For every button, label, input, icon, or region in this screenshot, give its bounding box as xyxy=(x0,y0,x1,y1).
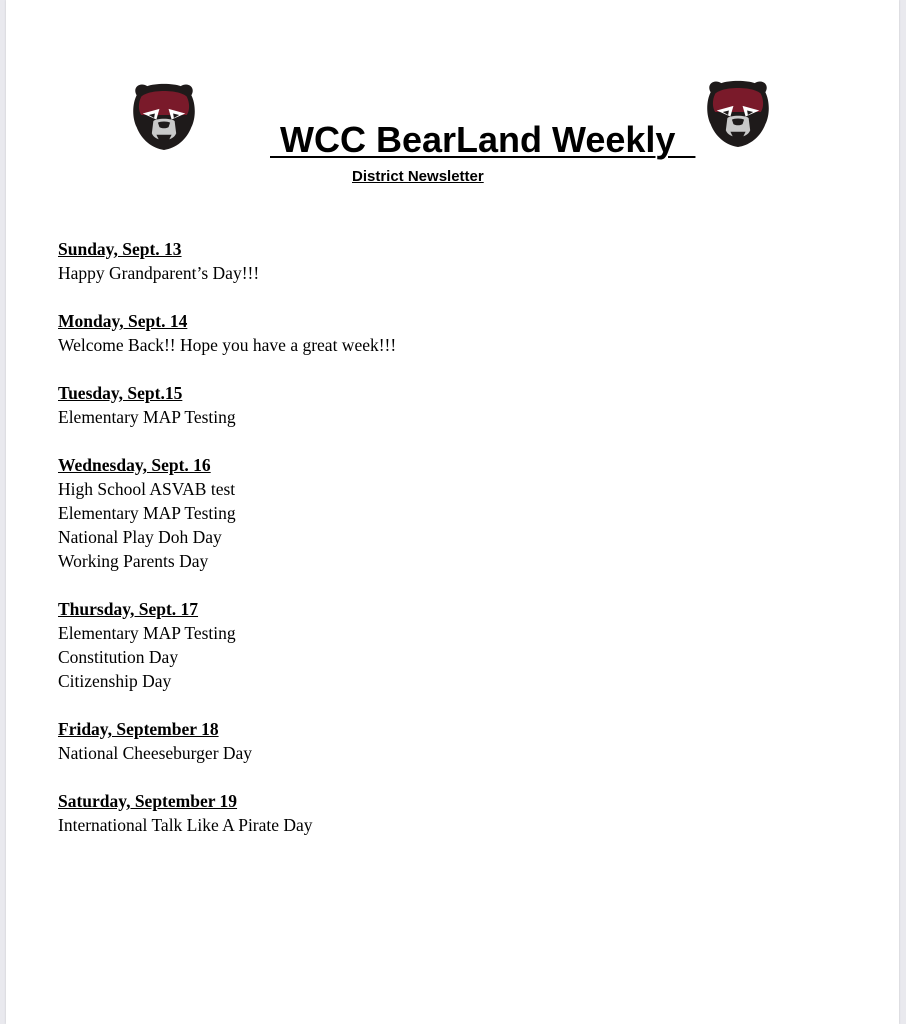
day-entry xyxy=(58,453,758,573)
event-line: International Talk Like A Pirate Day xyxy=(58,815,313,835)
newsletter-title: WCC BearLand Weekly xyxy=(270,119,696,160)
event-line: Elementary MAP Testing xyxy=(58,407,236,427)
event-line: Constitution Day xyxy=(58,647,179,667)
day-entry xyxy=(58,237,758,285)
event-line: Citizenship Day xyxy=(58,671,172,691)
day-heading: Tuesday, Sept.15 xyxy=(58,383,183,403)
event-line: Happy Grandparent’s Day!!! xyxy=(58,263,260,283)
event-line: High School ASVAB test xyxy=(58,479,236,499)
day-entry xyxy=(58,597,758,693)
day-heading: Friday, September 18 xyxy=(58,719,219,739)
bear-logo-icon xyxy=(126,77,202,153)
day-entry xyxy=(58,717,758,765)
day-heading: Saturday, September 19 xyxy=(58,791,238,811)
day-entry xyxy=(58,789,758,837)
day-heading: Monday, Sept. 14 xyxy=(58,311,188,331)
event-line: National Play Doh Day xyxy=(58,527,222,547)
day-heading: Sunday, Sept. 13 xyxy=(58,239,182,259)
day-entry xyxy=(58,381,758,429)
newsletter-page xyxy=(6,0,899,1024)
event-line: Elementary MAP Testing xyxy=(58,623,236,643)
newsletter-subtitle: District Newsletter xyxy=(352,168,484,185)
event-line: Welcome Back!! Hope you have a great week!!! xyxy=(58,335,397,355)
event-line: Working Parents Day xyxy=(58,551,209,571)
day-heading: Thursday, Sept. 17 xyxy=(58,599,199,619)
event-line: National Cheeseburger Day xyxy=(58,743,253,763)
weekly-schedule xyxy=(58,237,758,861)
day-entry xyxy=(58,309,758,357)
day-heading: Wednesday, Sept. 16 xyxy=(58,455,211,475)
bear-logo-icon xyxy=(700,74,776,150)
event-line: Elementary MAP Testing xyxy=(58,503,236,523)
